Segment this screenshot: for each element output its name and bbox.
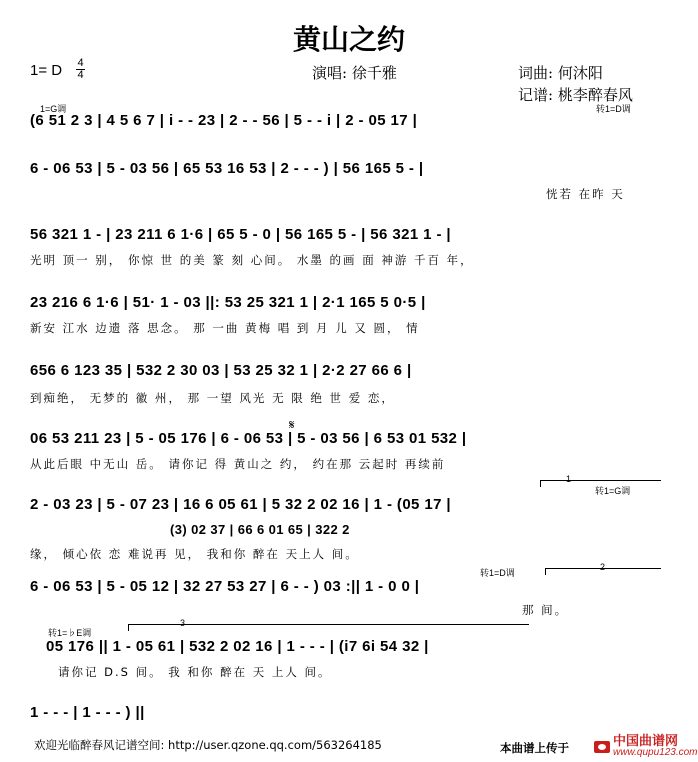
footer-welcome: 欢迎光临醉春风记谱空间: http://user.qzone.qq.com/563264185 <box>34 738 382 752</box>
score-line-4: 23 216 6 1·6 | 51· 1 - 03 ||: 53 25 321 1 | 2·1 165 5 0·5 | <box>30 294 426 311</box>
lyric-line-6: 从此后眼 中无山 岳。 请你记 得 黄山之 约， 约在那 云起时 再续前 <box>30 457 446 471</box>
footer-uploaded: 本曲谱上传于 <box>500 741 569 755</box>
lyric-line-2: 恍若 在昨 天 <box>546 187 625 201</box>
composer-credit: 词曲: 何沐阳 <box>518 64 603 82</box>
lyric-line-8: 那 间。 <box>522 603 569 617</box>
score-line-7-alt: (3) 02 37 | 66 6 01 65 | 322 2 <box>170 522 350 537</box>
key-change-note: 转1=D调 <box>596 104 631 114</box>
singer-credit: 演唱: 徐千雅 <box>312 64 397 82</box>
key-change-note: 转1=♭E调 <box>48 628 92 638</box>
lyric-line-4: 新安 江水 边遗 落 思念。 那 一曲 黄梅 唱 到 月 儿 又 圆， 情 <box>30 321 420 335</box>
score-line-5: 656 6 123 35 | 532 2 30 03 | 53 25 32 1 | 2·2 27 66 6 | <box>30 362 412 379</box>
lyric-line-9: 请你记 D.S 间。 我 和你 醉在 天 上人 间。 <box>58 665 332 679</box>
logo-icon <box>594 741 610 753</box>
score-line-6: 06 53 211 23 | 5 - 05 176 | 6 - 06 53 | 5 - 03 56 | 6 53 01 532 | <box>30 430 467 447</box>
time-signature <box>76 58 85 81</box>
score-line-2: 6 - 06 53 | 5 - 03 56 | 65 53 16 53 | 2 - - - ) | 56 165 5 - | <box>30 160 424 177</box>
site-name: 中国曲谱网 <box>613 734 679 749</box>
volta-number: 1 <box>566 474 572 484</box>
time-top: 4 <box>77 57 84 69</box>
time-bottom: 4 <box>77 69 84 81</box>
score-line-3: 56 321 1 - | 23 211 6 1·6 | 65 5 - 0 | 56 165 5 - | 56 321 1 - | <box>30 226 452 243</box>
key-change-note: 转1=D调 <box>480 568 515 578</box>
score-line-9: 05 176 || 1 - 05 61 | 532 2 02 16 | 1 - - - | (i7 6i 54 32 | <box>46 638 429 655</box>
lyric-line-5: 到痴绝， 无梦的 徽 州， 那 一望 风光 无 限 绝 世 爱 恋， <box>30 391 395 405</box>
page-title: 黄山之约 <box>292 23 405 56</box>
lyric-line-3: 光明 顶一 别， 你惊 世 的美 篆 刻 心间。 水墨 的画 面 神游 千百 年， <box>30 253 474 267</box>
segno-mark: 𝄋 <box>289 418 295 433</box>
score-line-1: (6 51 2 3 | 4 5 6 7 | i - - 23 | 2 - - 56 | 5 - - i | 2 - 05 17 | <box>30 112 418 129</box>
key-signature: 1= D <box>30 62 63 79</box>
lyric-line-7: 缘， 倾心依 恋 难说再 见， 我和你 醉在 天上人 间。 <box>30 547 359 561</box>
key-change-note: 转1=G调 <box>595 486 631 496</box>
volta-number: 3 <box>180 618 186 628</box>
volta-bracket <box>128 624 529 631</box>
logo-text-group <box>613 736 698 758</box>
site-url: www.qupu123.com <box>613 747 698 758</box>
notator-credit: 记谱: 桃李醉春风 <box>518 86 633 104</box>
score-line-10: 1 - - - | 1 - - - ) || <box>30 704 145 721</box>
score-line-8: 6 - 06 53 | 5 - 05 12 | 32 27 53 27 | 6 - - ) 03 :|| 1 - 0 0 | <box>30 578 420 595</box>
site-logo[interactable] <box>594 736 698 758</box>
volta-bracket <box>540 480 661 487</box>
score-line-7: 2 - 03 23 | 5 - 07 23 | 16 6 05 61 | 5 32 2 02 16 | 1 - (05 17 | <box>30 496 452 513</box>
volta-number: 2 <box>600 562 606 572</box>
key-change-note: 1=G调 <box>40 104 67 114</box>
